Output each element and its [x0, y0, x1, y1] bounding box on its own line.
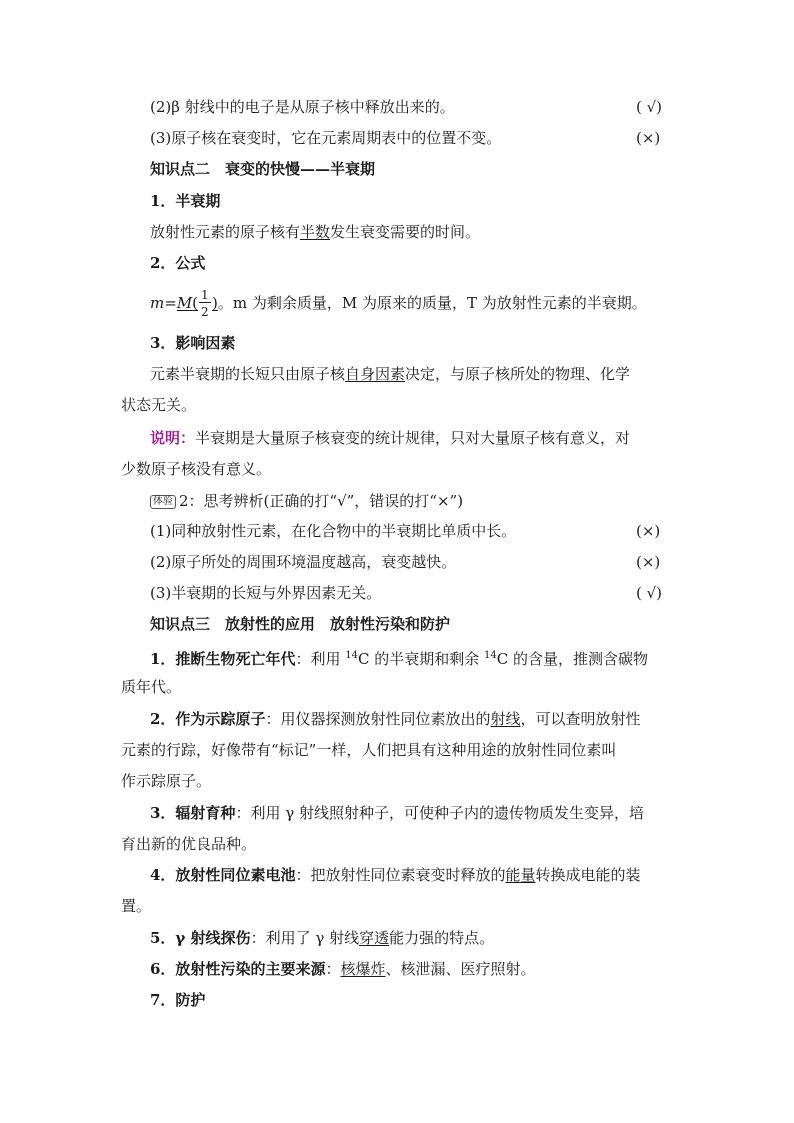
- answer-mark: (×): [636, 522, 661, 540]
- application-1-cont: 质年代。: [121, 678, 182, 696]
- answer-mark: (×): [636, 129, 661, 147]
- half-life-definition: 放射性元素的原子核有半数发生衰变需要的时间。: [150, 223, 481, 241]
- application-4-cont: 置。: [121, 897, 152, 915]
- statement-2-beta: (2)β 射线中的电子是从原子核中释放出来的。: [150, 98, 455, 116]
- note-line-1: 说明：半衰期是大量原子核衰变的统计规律，只对大量原子核有意义，对: [150, 429, 631, 447]
- application-2: 2．作为示踪原子：用仪器探测放射性同位素放出的射线，可以查明放射性: [150, 710, 641, 728]
- application-3: 3．辐射育种：利用 γ 射线照射种子，可使种子内的遗传物质发生变异，培: [150, 804, 644, 822]
- subheading-half-life: 1．半衰期: [150, 192, 221, 210]
- formula-line: m=M( $\frac{1}{2}$ )。m 为剩余质量，M 为原来的质量，T 为放射性元素的半衰期。: [150, 288, 647, 319]
- factors-text-2: 状态无关。: [121, 396, 197, 414]
- application-7: 7．防护: [150, 991, 206, 1009]
- application-5: 5．γ 射线探伤：利用了 γ 射线穿透能力强的特点。: [150, 929, 495, 947]
- answer-mark: (×): [636, 553, 661, 571]
- section-heading-2: 知识点二 衰变的快慢——半衰期: [150, 160, 376, 178]
- note-line-2: 少数原子核没有意义。: [121, 460, 272, 478]
- subheading-formula: 2．公式: [150, 254, 206, 272]
- question-1: (1)同种放射性元素，在化合物中的半衰期比单质中长。: [150, 522, 517, 540]
- question-2: (2)原子所处的周围环境温度越高，衰变越快。: [150, 553, 457, 571]
- application-2-cont: 作示踪原子。: [121, 772, 212, 790]
- section-heading-3: 知识点三 放射性的应用 放射性污染和防护: [150, 615, 451, 633]
- application-4: 4．放射性同位素电池：把放射性同位素衰变时释放的能量转换成电能的装: [150, 866, 641, 884]
- statement-3-decay: (3)原子核在衰变时，它在元素周期表中的位置不变。: [150, 129, 502, 147]
- application-2-cont: 元素的行踪，好像带有“标记”一样，人们把具有这种用途的放射性同位素叫: [121, 741, 617, 759]
- factors-text-1: 元素半衰期的长短只由原子核自身因素决定，与原子核所处的物理、化学: [150, 365, 631, 383]
- subheading-factors: 3．影响因素: [150, 334, 236, 352]
- exercise-badge: 体验: [150, 495, 176, 509]
- answer-mark: ( √): [636, 584, 663, 602]
- exercise-heading: 体验 2：思考辨析(正确的打“√”，错误的打“×”): [150, 490, 463, 512]
- question-3: (3)半衰期的长短与外界因素无关。: [150, 584, 382, 602]
- application-3-cont: 育出新的优良品种。: [121, 835, 257, 853]
- answer-mark: ( √): [636, 98, 663, 116]
- application-6: 6．放射性污染的主要来源：核爆炸、核泄漏、医疗照射。: [150, 960, 536, 978]
- fraction-one-half: $\frac{1}{2}$: [198, 292, 212, 314]
- application-1: 1．推断生物死亡年代：利用 $^{14}$C 的半衰期和剩余 $^{14}$C 的含量，推测含碳物: [150, 650, 648, 668]
